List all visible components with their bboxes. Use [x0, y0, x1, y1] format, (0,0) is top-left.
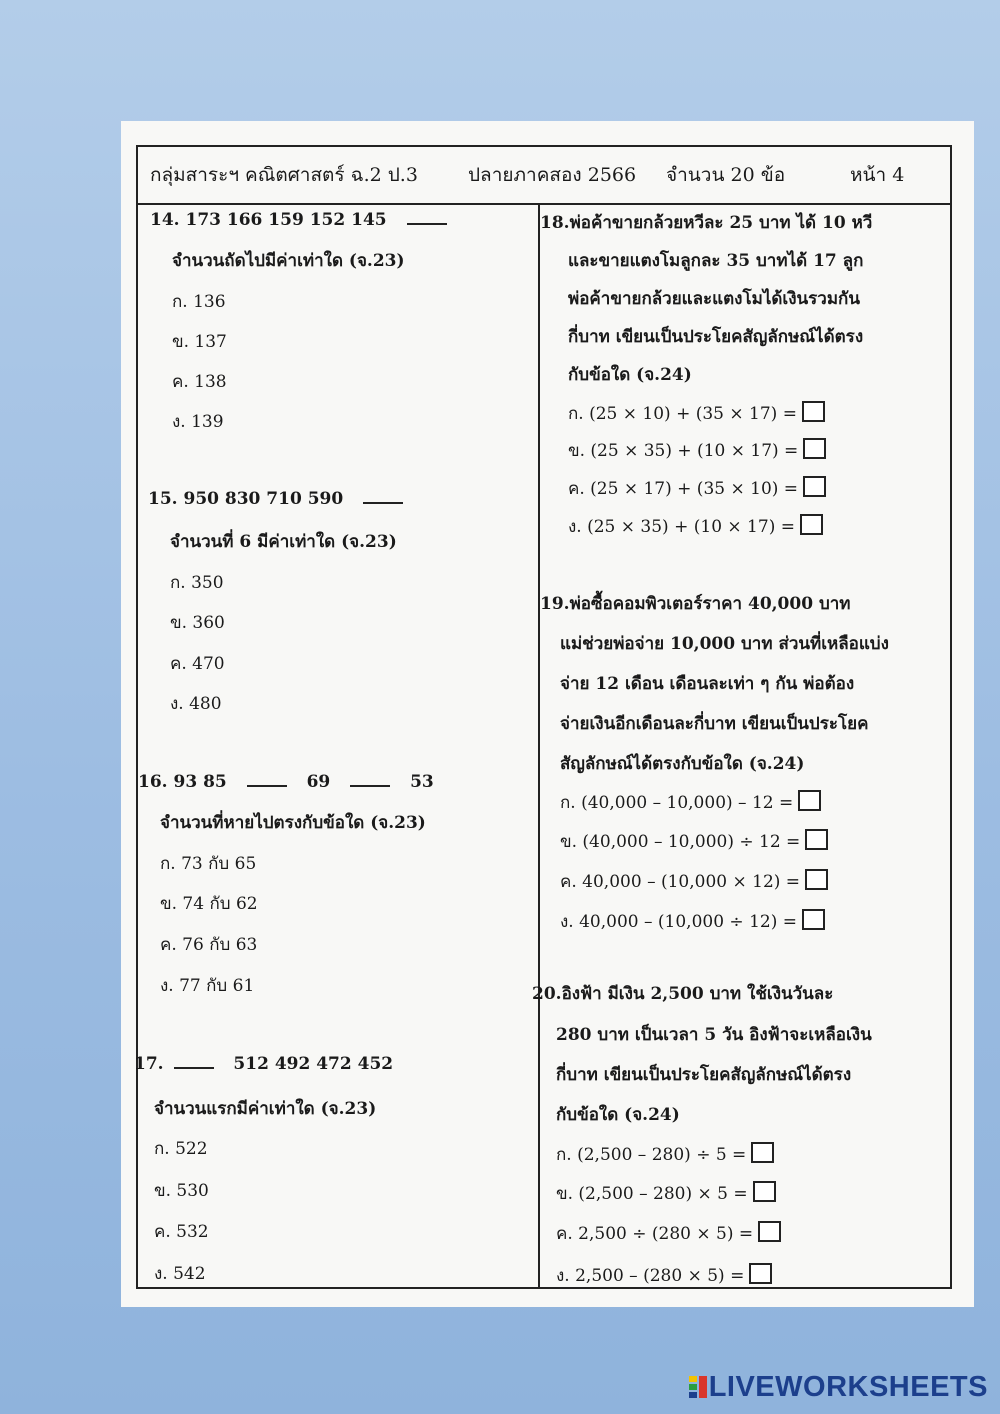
- answer-box[interactable]: [803, 438, 826, 459]
- question-14-stem: 14. 173 166 159 152 145: [150, 209, 447, 230]
- option-d[interactable]: ง. (25 × 35) + (10 × 17) =: [568, 513, 823, 540]
- option-d[interactable]: ง. 40,000 – (10,000 ÷ 12) =: [560, 908, 825, 935]
- answer-blank[interactable]: [407, 209, 447, 225]
- question-19-line-4: จ่ายเงินอีกเดือนละกี่บาท เขียนเป็นประโยค: [560, 714, 869, 734]
- page-number: หน้า 4: [850, 164, 905, 186]
- liveworksheets-watermark: LIVEWORKSHEETS: [689, 1371, 988, 1404]
- question-18-line-2: และขายแตงโมลูกละ 35 บาทได้ 17 ลูก: [568, 251, 864, 271]
- answer-box[interactable]: [758, 1221, 781, 1242]
- question-16-stem: 16. 93 85 69 53: [138, 772, 434, 792]
- question-20-line-4: กับข้อใด (จ.24): [556, 1105, 680, 1125]
- question-15-stem: 15. 950 830 710 590: [148, 488, 403, 509]
- answer-box[interactable]: [805, 829, 828, 850]
- question-18-line-3: พ่อค้าขายกล้วยและแตงโมได้เงินรวมกัน: [568, 289, 860, 309]
- option-a[interactable]: ก. (25 × 10) + (35 × 17) =: [568, 400, 825, 427]
- worksheet-page: [121, 121, 974, 1307]
- option-b[interactable]: ข. 360: [170, 613, 225, 633]
- question-20-line-2: 280 บาท เป็นเวลา 5 วัน อิงฟ้าจะเหลือเงิน: [556, 1025, 872, 1045]
- question-19-line-2: แม่ช่วยพ่อจ่าย 10,000 บาท ส่วนที่เหลือแบ่ง: [560, 634, 889, 654]
- option-b[interactable]: ข. 74 กับ 62: [160, 894, 258, 914]
- option-c[interactable]: ค. 138: [172, 372, 227, 392]
- exam-header: [138, 147, 950, 205]
- question-count: จำนวน 20 ข้อ: [666, 164, 786, 186]
- question-18-line-5: กับข้อใด (จ.24): [568, 365, 692, 385]
- answer-blank[interactable]: [174, 1053, 214, 1069]
- option-c[interactable]: ค. 532: [154, 1222, 209, 1242]
- option-c[interactable]: ค. 2,500 ÷ (280 × 5) =: [556, 1220, 781, 1247]
- option-a[interactable]: ก. (2,500 – 280) ÷ 5 =: [556, 1141, 774, 1168]
- term-label: ปลายภาคสอง 2566: [468, 164, 637, 186]
- question-19-line-5: สัญลักษณ์ได้ตรงกับข้อใด (จ.24): [560, 754, 805, 774]
- answer-blank[interactable]: [247, 771, 287, 787]
- option-d[interactable]: ง. 480: [170, 694, 222, 714]
- option-c[interactable]: ค. 76 กับ 63: [160, 935, 258, 955]
- question-14-prompt: จำนวนถัดไปมีค่าเท่าใด (จ.23): [172, 251, 405, 271]
- option-c[interactable]: ค. 40,000 – (10,000 × 12) =: [560, 868, 828, 895]
- answer-box[interactable]: [802, 909, 825, 930]
- question-17-prompt: จำนวนแรกมีค่าเท่าใด (จ.23): [154, 1099, 377, 1119]
- option-c[interactable]: ค. 470: [170, 654, 225, 674]
- question-17-stem: 17. 512 492 472 452: [134, 1054, 394, 1074]
- option-d[interactable]: ง. 77 กับ 61: [160, 976, 255, 996]
- question-16-prompt: จำนวนที่หายไปตรงกับข้อใด (จ.23): [160, 813, 426, 833]
- option-a[interactable]: ก. (40,000 – 10,000) – 12 =: [560, 789, 821, 816]
- option-c[interactable]: ค. (25 × 17) + (35 × 10) =: [568, 475, 826, 502]
- question-20-line-3: กี่บาท เขียนเป็นประโยคสัญลักษณ์ได้ตรง: [556, 1065, 852, 1085]
- answer-box[interactable]: [803, 476, 826, 497]
- question-18-line-1: 18.พ่อค้าขายกล้วยหวีละ 25 บาท ได้ 10 หวี: [540, 213, 873, 233]
- option-a[interactable]: ก. 522: [154, 1139, 208, 1159]
- option-a[interactable]: ก. 73 กับ 65: [160, 854, 257, 874]
- answer-blank[interactable]: [350, 771, 390, 787]
- answer-box[interactable]: [800, 514, 823, 535]
- answer-box[interactable]: [749, 1263, 772, 1284]
- answer-box[interactable]: [753, 1181, 776, 1202]
- option-d[interactable]: ง. 2,500 – (280 × 5) =: [556, 1262, 772, 1289]
- option-b[interactable]: ข. 530: [154, 1181, 209, 1201]
- question-19-line-1: 19.พ่อซื้อคอมพิวเตอร์ราคา 40,000 บาท: [540, 594, 851, 614]
- exam-frame: [136, 145, 952, 1289]
- subject-label: กลุ่มสาระฯ คณิตศาสตร์ ฉ.2 ป.3: [150, 164, 418, 186]
- answer-box[interactable]: [798, 790, 821, 811]
- option-b[interactable]: ข. (2,500 – 280) × 5 =: [556, 1180, 776, 1207]
- answer-box[interactable]: [751, 1142, 774, 1163]
- option-b[interactable]: ข. 137: [172, 332, 227, 352]
- question-18-line-4: กี่บาท เขียนเป็นประโยคสัญลักษณ์ได้ตรง: [568, 327, 864, 347]
- option-a[interactable]: ก. 136: [172, 292, 226, 312]
- question-19-line-3: จ่าย 12 เดือน เดือนละเท่า ๆ กัน พ่อต้อง: [560, 674, 855, 694]
- answer-blank[interactable]: [363, 488, 403, 504]
- column-divider: [538, 203, 540, 1287]
- option-a[interactable]: ก. 350: [170, 573, 224, 593]
- option-b[interactable]: ข. (40,000 – 10,000) ÷ 12 =: [560, 828, 828, 855]
- question-15-prompt: จำนวนที่ 6 มีค่าเท่าใด (จ.23): [170, 532, 397, 552]
- option-d[interactable]: ง. 139: [172, 412, 224, 432]
- option-d[interactable]: ง. 542: [154, 1264, 206, 1284]
- liveworksheets-logo-icon: [689, 1376, 707, 1398]
- answer-box[interactable]: [802, 401, 825, 422]
- question-20-line-1: 20.อิงฟ้า มีเงิน 2,500 บาท ใช้เงินวันละ: [532, 984, 834, 1004]
- answer-box[interactable]: [805, 869, 828, 890]
- option-b[interactable]: ข. (25 × 35) + (10 × 17) =: [568, 437, 826, 464]
